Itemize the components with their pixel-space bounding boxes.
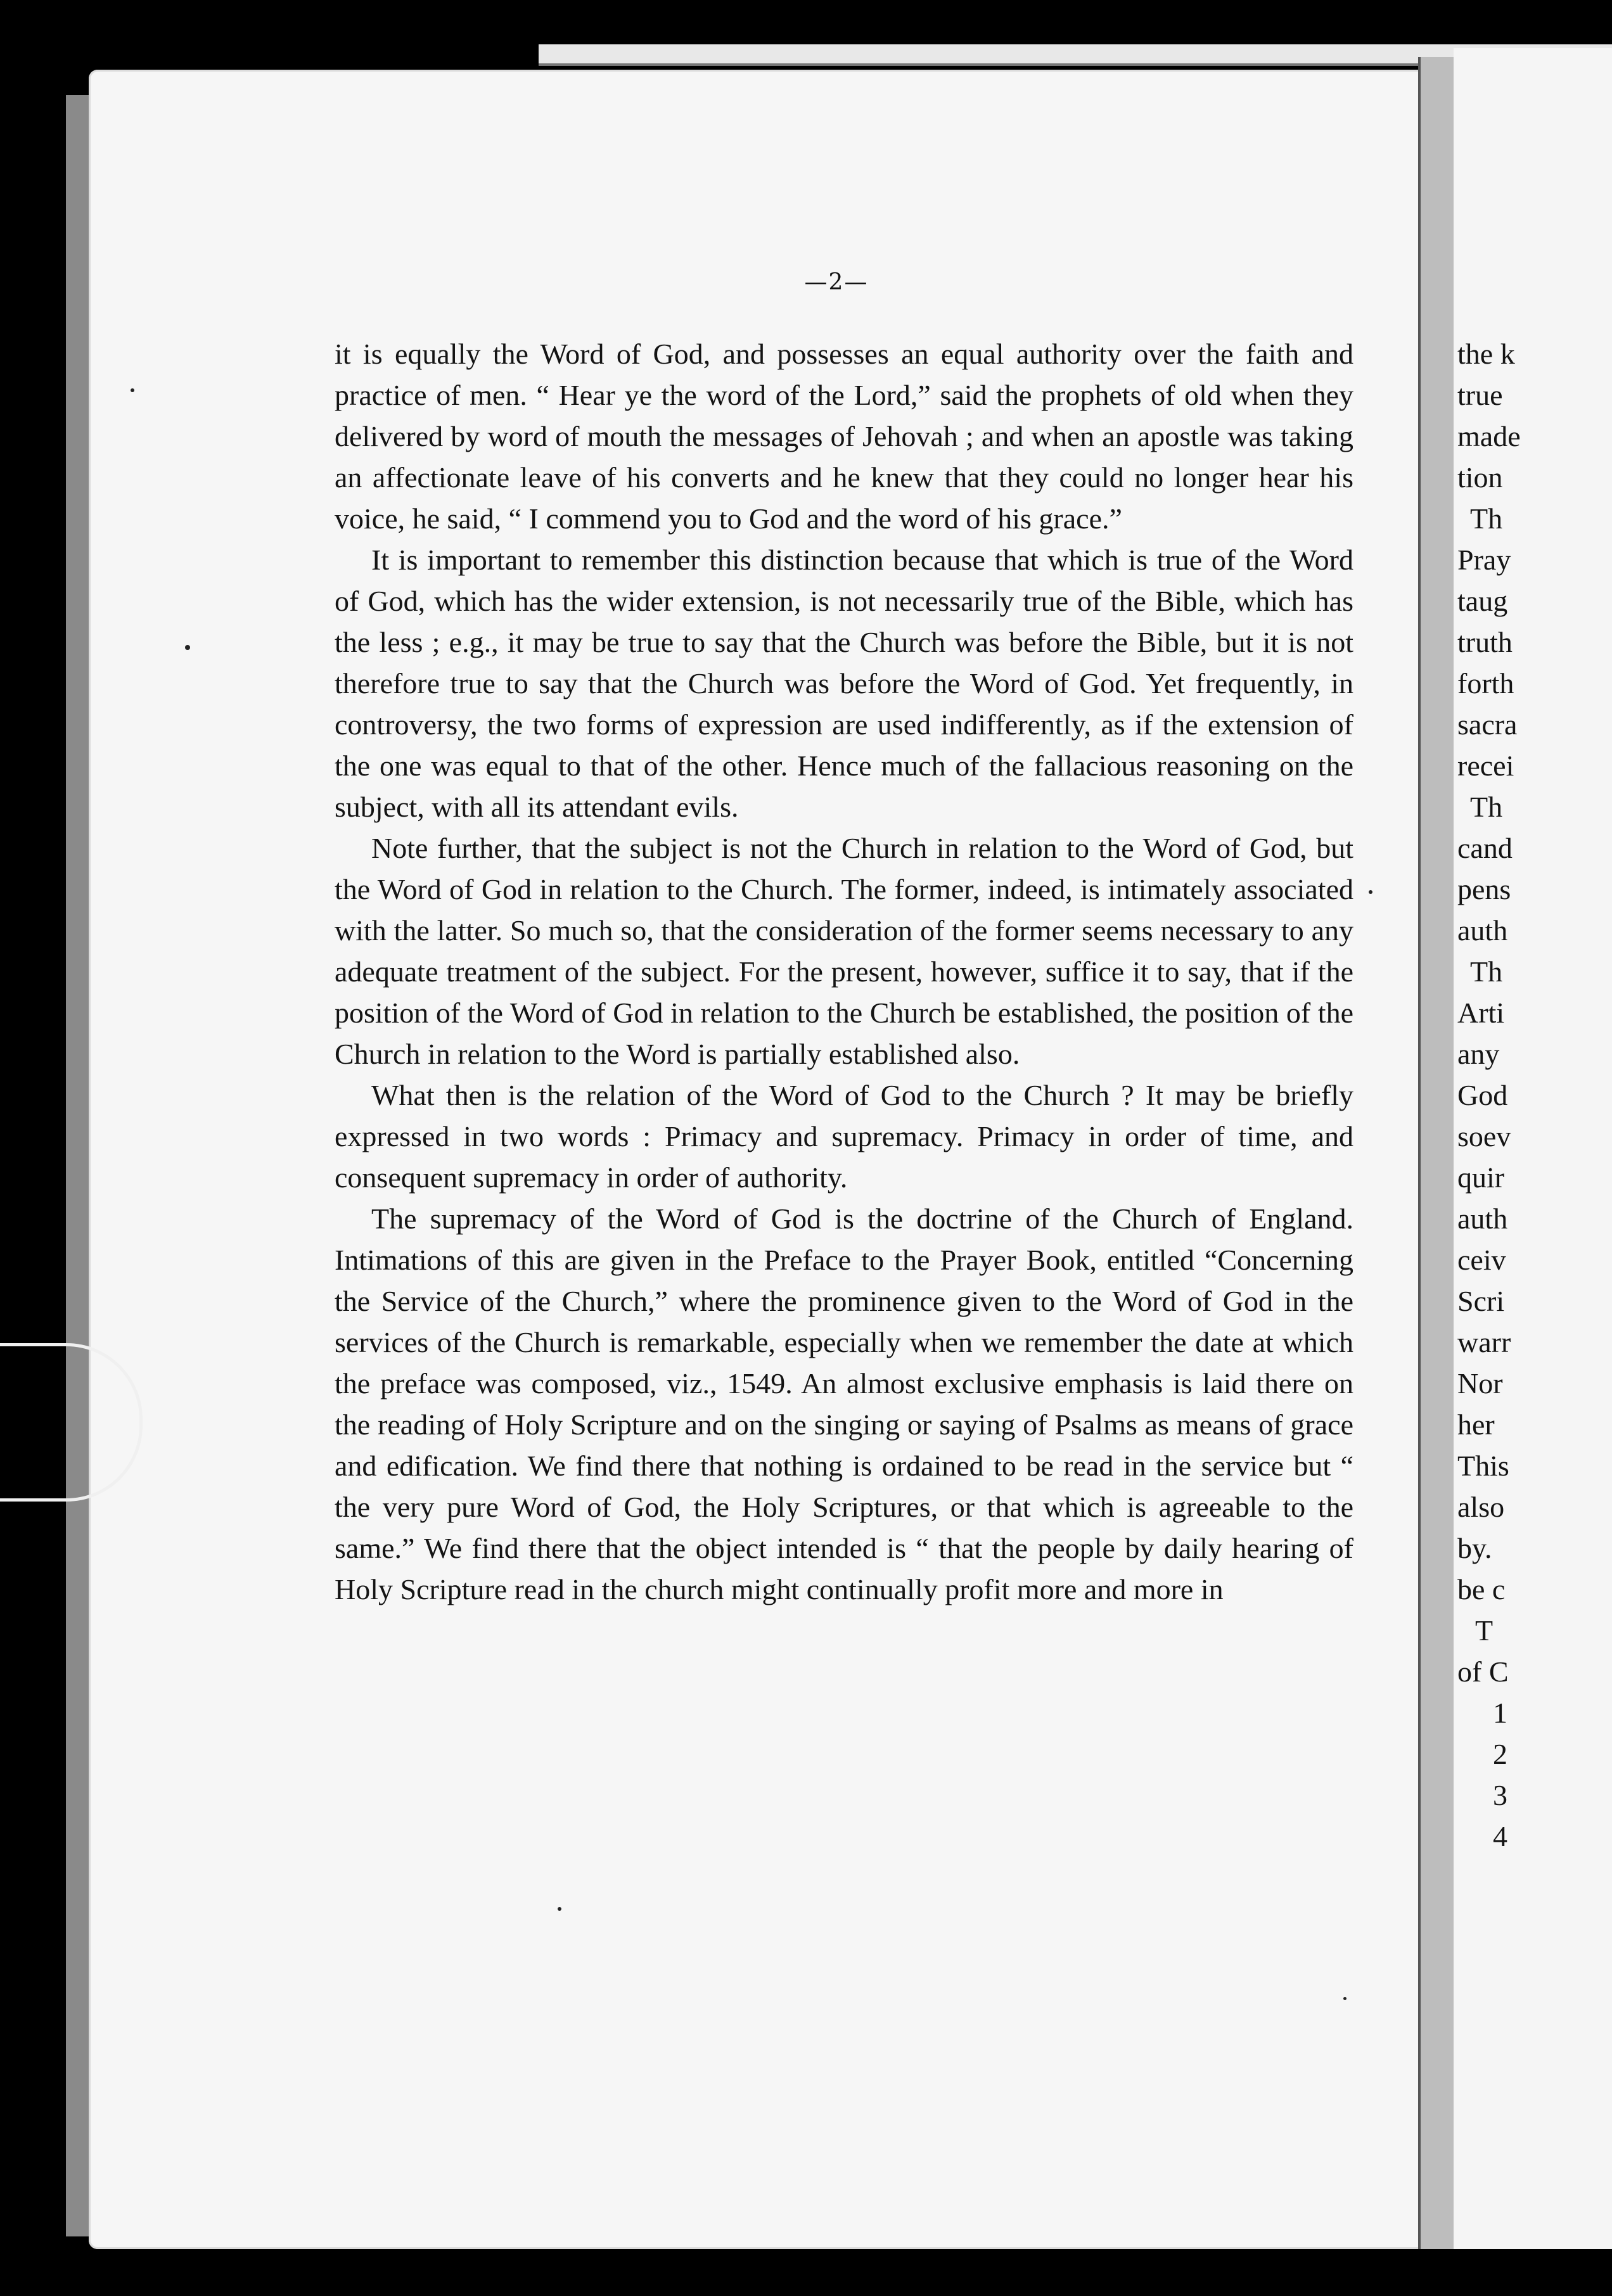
facing-page-line: recei xyxy=(1457,749,1514,782)
body-text xyxy=(335,333,1353,1610)
facing-page-line: pens xyxy=(1457,873,1511,905)
facing-page-line: by. xyxy=(1457,1532,1492,1564)
facing-page-line: be c xyxy=(1457,1573,1506,1605)
paragraph: Note further, that the subject is not the Church in relation to the Word of God, but the Word of God in relation to the Church. The former, indeed, is intimately associated with the latter. So much so, that the consideration of the former seems necessary to any adequate treatment of the subject. For the present, however, suffice it to say, that if the position of the Word of God in relation to the Church be established, the position of the Church in relation to the Word is partially established also. xyxy=(335,832,1353,1070)
facing-page-line: Nor xyxy=(1457,1367,1503,1400)
facing-page-line: quir xyxy=(1457,1161,1505,1194)
facing-page-line: the k xyxy=(1457,338,1515,370)
paragraph: What then is the relation of the Word of God to the Church ? It may be briefly expressed in two words : Primacy and supremacy. Primacy in order of time, and consequent supremacy in order of authority. xyxy=(335,1079,1353,1194)
facing-page-line: tion xyxy=(1457,461,1503,494)
facing-page-line: Arti xyxy=(1457,997,1505,1029)
facing-page-line: 2 xyxy=(1493,1738,1507,1770)
facing-page-line: also xyxy=(1457,1491,1505,1523)
speck xyxy=(185,645,190,650)
facing-page-line: made xyxy=(1457,420,1521,452)
facing-page-line: soev xyxy=(1457,1120,1511,1152)
page-number: —2— xyxy=(804,269,869,295)
paragraph: it is equally the Word of God, and possesses an equal authority over the faith and practice of men. “ Hear ye the word of the Lord,” said the prophets of old when they delivered by word of mouth the messages of Jehovah ; and when an apostle was taking an affectionate leave of his converts and he knew that they could no longer hear his voice, he said, “ I commend you to God and the word of his grace.” xyxy=(335,338,1353,535)
facing-page-line: warr xyxy=(1457,1326,1511,1358)
facing-page-line: sacra xyxy=(1457,708,1518,741)
facing-page-line: Th xyxy=(1470,955,1503,988)
facing-page-line: taug xyxy=(1457,585,1508,617)
paragraph: The supremacy of the Word of God is the doctrine of the Church of England. Intimations of this are given in the Preface to the Prayer Book, entitled “Concerning the Service of the Church,” where the prominence given to the Word of God in the services of the Church is remarkable, especially when we remember the date at which the preface was composed, viz., 1549. An almost exclusive emphasis is laid there on the reading of Holy Scripture and on the singing or saying of Psalms as means of grace and edification. We find there that nothing is ordained to be read in the service but “ the very pure Word of God, the Holy Scriptures, or that which is agreeable to the same.” We find there that the object intended is “ that the people by daily hearing of Holy Scripture read in the church might continually profit more and more in xyxy=(335,1202,1353,1605)
facing-page-line: auth xyxy=(1457,914,1508,947)
facing-page-line: her xyxy=(1457,1408,1495,1441)
speck xyxy=(131,388,134,392)
facing-page-line: true xyxy=(1457,379,1503,411)
facing-page-line: Pray xyxy=(1457,544,1511,576)
speck xyxy=(1343,1997,1347,2000)
clip-mark xyxy=(0,1343,143,1502)
facing-page-text xyxy=(1457,333,1521,1857)
speck xyxy=(558,1907,561,1911)
facing-page-line: Scri xyxy=(1457,1285,1505,1317)
facing-page-line: ceiv xyxy=(1457,1244,1506,1276)
facing-page-line: Th xyxy=(1470,502,1503,535)
facing-page-line: cand xyxy=(1457,832,1513,864)
speck xyxy=(1369,890,1372,894)
facing-page-line: any xyxy=(1457,1038,1500,1070)
book-gutter xyxy=(1418,57,1456,2249)
facing-page-line: 3 xyxy=(1493,1779,1507,1811)
facing-page-line: truth xyxy=(1457,626,1513,658)
facing-page-line: Th xyxy=(1470,791,1503,823)
paragraph: It is important to remember this distinction because that which is true of the Word of God, which has the wider extension, is not necessarily true of the Bible, which has the less ; e.g., it may be true to say that the Church was before the Bible, but it is not therefore true to say that the Church was before the Word of God. Yet frequently, in controversy, the two forms of expression are used indifferently, as if the extension of the one was equal to that of the other. Hence much of the fallacious reasoning on the subject, with all its attendant evils. xyxy=(335,544,1353,823)
facing-page-line: forth xyxy=(1457,667,1514,699)
facing-page-line: of C xyxy=(1457,1655,1509,1688)
facing-page-line: This xyxy=(1457,1450,1509,1482)
facing-page-line: auth xyxy=(1457,1202,1508,1235)
facing-page-line: 4 xyxy=(1493,1820,1507,1853)
facing-page-line: 1 xyxy=(1493,1697,1507,1729)
facing-page-line: God xyxy=(1457,1079,1508,1111)
facing-page-line: T xyxy=(1475,1614,1494,1647)
